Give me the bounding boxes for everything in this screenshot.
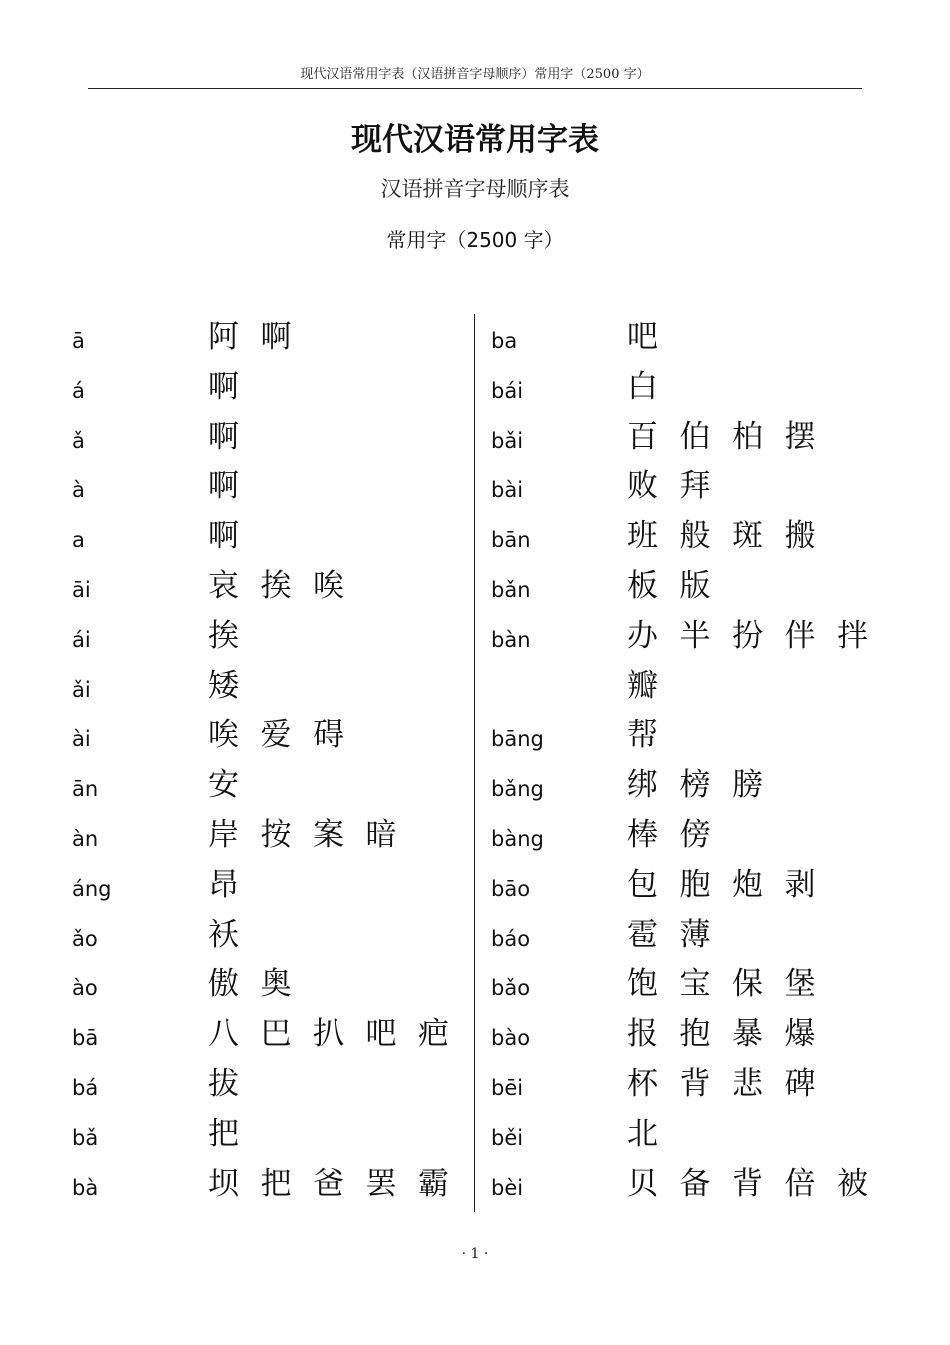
page-number: · 1 · <box>461 1246 489 1262</box>
pinyin: bái <box>491 378 524 403</box>
characters: 阿啊 <box>208 319 313 355</box>
pinyin: àn <box>72 826 99 851</box>
pinyin: báo <box>491 926 531 951</box>
entry-row <box>491 811 931 861</box>
characters: 百伯柏摆 <box>627 418 837 455</box>
characters: 安 <box>208 767 261 804</box>
characters: 挨 <box>208 617 261 654</box>
characters: 雹薄 <box>627 916 732 953</box>
pinyin: ǎ <box>72 428 85 453</box>
entry-row <box>491 1160 931 1210</box>
pinyin: bēi <box>491 1075 524 1100</box>
pinyin: ǎo <box>72 926 98 951</box>
entry-row <box>491 462 931 512</box>
pinyin: ā <box>72 329 85 353</box>
entry-row <box>491 960 931 1010</box>
pinyin: bǎi <box>491 428 524 453</box>
characters: 瓣 <box>627 667 680 704</box>
pinyin: bào <box>491 1026 531 1051</box>
entry-row <box>72 861 468 911</box>
pinyin: á <box>72 378 85 403</box>
characters: 败拜 <box>627 468 732 505</box>
characters: 啊 <box>208 368 261 405</box>
characters: 绑榜膀 <box>627 767 785 804</box>
pinyin: bèi <box>491 1175 524 1200</box>
entry-row <box>491 662 931 712</box>
characters: 昂 <box>208 866 261 903</box>
characters: 八巴扒吧疤 <box>208 1016 471 1053</box>
characters: 白 <box>627 368 680 405</box>
entry-row <box>72 363 468 413</box>
subtitle: 汉语拼音字母顺序表 <box>380 177 570 201</box>
characters: 袄 <box>208 916 261 953</box>
page-title: 现代汉语常用字表 <box>351 122 599 158</box>
pinyin: bài <box>491 478 524 503</box>
pinyin: áng <box>72 876 112 901</box>
characters: 包胞炮剥 <box>627 866 837 903</box>
entry-row <box>72 413 468 463</box>
entry-row <box>491 413 931 463</box>
characters: 贝备背倍被 <box>627 1165 890 1202</box>
entry-row <box>491 612 931 662</box>
pinyin: a <box>72 528 85 553</box>
column-divider <box>474 314 475 1212</box>
entry-row <box>72 1110 468 1160</box>
characters: 把 <box>208 1115 261 1152</box>
characters: 帮 <box>627 717 680 754</box>
entry-row <box>491 761 931 811</box>
header-rule <box>88 88 862 89</box>
section-label: 常用字（2500 字） <box>386 228 564 252</box>
pinyin: ān <box>72 777 99 802</box>
pinyin: bǎ <box>72 1125 99 1150</box>
pinyin: bà <box>72 1175 99 1200</box>
entry-row <box>72 313 468 363</box>
pinyin: bāo <box>491 876 531 901</box>
pinyin: ǎi <box>72 677 91 702</box>
entry-row <box>72 1060 468 1110</box>
characters: 杯背悲碑 <box>627 1065 837 1102</box>
pinyin: bàng <box>491 826 544 851</box>
entry-row <box>72 1160 471 1210</box>
characters: 北 <box>627 1115 680 1152</box>
pinyin: ái <box>72 627 91 652</box>
pinyin: bàn <box>491 627 531 652</box>
entry-row <box>491 1110 931 1160</box>
entry-row <box>72 1010 471 1060</box>
characters: 拔 <box>208 1065 261 1102</box>
characters: 傲奥 <box>208 966 313 1003</box>
characters: 吧 <box>627 319 680 355</box>
characters: 矮 <box>208 667 261 704</box>
pinyin: bá <box>72 1075 99 1100</box>
running-header: 现代汉语常用字表（汉语拼音字母顺序）常用字（2500 字） <box>300 67 650 82</box>
entry-row <box>72 562 468 612</box>
pinyin: bǎng <box>491 777 544 802</box>
entry-row <box>72 811 468 861</box>
pinyin: ài <box>72 727 91 752</box>
entry-row <box>491 861 931 911</box>
characters: 坝把爸罢霸 <box>208 1165 471 1202</box>
pinyin: běi <box>491 1125 524 1150</box>
pinyin: ba <box>491 329 518 353</box>
characters: 哀挨唉 <box>208 567 366 604</box>
entry-row <box>72 761 468 811</box>
entry-row <box>491 363 931 413</box>
pinyin: bān <box>491 528 531 553</box>
entry-row <box>491 562 931 612</box>
characters: 饱宝保堡 <box>627 966 837 1003</box>
entry-row <box>72 911 468 961</box>
characters: 岸按案暗 <box>208 816 418 853</box>
entry-row <box>72 612 468 662</box>
entry-row <box>491 911 931 961</box>
characters: 办半扮伴拌 <box>627 617 890 654</box>
characters: 板版 <box>627 567 732 604</box>
entry-row <box>72 462 468 512</box>
characters: 唉爱碍 <box>208 717 366 754</box>
pinyin: āi <box>72 577 91 602</box>
characters: 啊 <box>208 518 261 555</box>
characters: 啊 <box>208 418 261 455</box>
pinyin: bǎo <box>491 976 531 1001</box>
characters: 啊 <box>208 468 261 505</box>
entry-row <box>491 313 931 363</box>
entry-row <box>491 711 931 761</box>
left-column <box>72 313 471 1209</box>
entry-row <box>72 711 468 761</box>
characters: 棒傍 <box>627 816 732 853</box>
pinyin: bǎn <box>491 577 531 602</box>
right-column <box>491 313 931 1209</box>
pinyin: bā <box>72 1026 99 1051</box>
pinyin: ào <box>72 976 98 1001</box>
entry-row <box>72 512 468 562</box>
pinyin: bāng <box>491 727 544 752</box>
entry-row <box>491 512 931 562</box>
characters: 报抱暴爆 <box>627 1016 837 1053</box>
pinyin: à <box>72 478 85 503</box>
entry-row <box>491 1060 931 1110</box>
entry-row <box>491 1010 931 1060</box>
entry-row <box>72 662 468 712</box>
entry-row <box>72 960 468 1010</box>
characters: 班般斑搬 <box>627 518 837 555</box>
